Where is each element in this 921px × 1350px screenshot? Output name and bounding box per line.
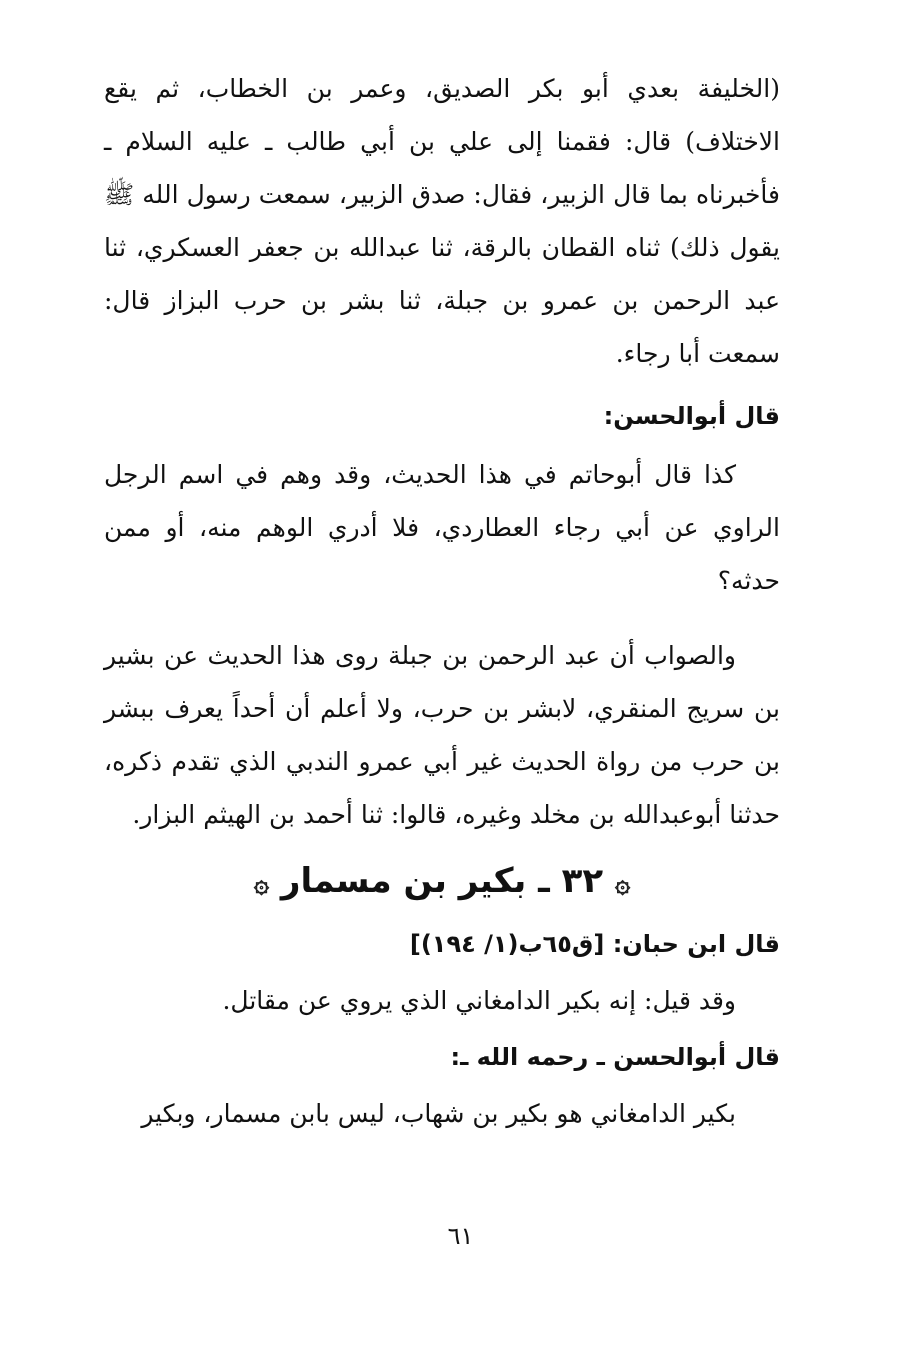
heading-abu-al-hasan-2: قال أبوالحسن ـ رحمه الله ـ: bbox=[450, 1043, 780, 1071]
paragraph-1: (الخليفة بعدي أبو بكر الصديق، وعمر بن الخطاب، ثم يقع الاختلاف) قال: فقمنا إلى علي بن أبي طالب ـ عليه السلام ـ فأخبرناه بما قال الزبير، فقال: صدق الزبير، سمعت رسول الله ﷺ يقول ذلك) ثناه القطان بالرقة، ثنا عبدالله بن جعفر العسكري، ثنا عبد الرحمن بن عمرو بن جبلة، ثنا بشر بن حرب البزاز قال: سمعت أبا رجاء. bbox=[104, 74, 780, 368]
entry-title-text: ٣٢ ـ بكير بن مسمار bbox=[280, 861, 604, 901]
entry-title bbox=[104, 851, 780, 914]
ornament-right-icon: ۞ bbox=[614, 869, 631, 899]
paragraph-5: بكير الدامغاني هو بكير بن شهاب، ليس بابن مسمار، وبكير bbox=[141, 1099, 736, 1128]
paragraph-3: والصواب أن عبد الرحمن بن جبلة روى هذا الحديث عن بشير بن سريج المنقري، لابشر بن حرب، ولا أعلم أن أحداً يعرف ببشر بن حرب من رواة الحديث غير أبي عمرو الندبي الذي تقدم ذكره، حدثنا أبوعبدالله بن مخلد وغيره، قالوا: ثنا أحمد بن الهيثم البزار. bbox=[104, 641, 780, 829]
paragraph-4: وقد قيل: إنه بكير الدامغاني الذي يروي عن مقاتل. bbox=[222, 986, 736, 1015]
page-number: ٦١ bbox=[447, 1222, 474, 1250]
heading-abu-al-hasan-1: قال أبوالحسن: bbox=[603, 402, 780, 430]
heading-ibn-hibban: قال ابن حبان: [ق٦٥ب(١/ ١٩٤)] bbox=[409, 930, 780, 958]
paragraph-2: كذا قال أبوحاتم في هذا الحديث، وقد وهم في اسم الرجل الراوي عن أبي رجاء العطاردي، فلا أدري الوهم منه، أو ممن حدثه؟ bbox=[104, 460, 780, 595]
ornament-left-icon: ۞ bbox=[253, 869, 270, 899]
page-body bbox=[104, 62, 780, 1140]
